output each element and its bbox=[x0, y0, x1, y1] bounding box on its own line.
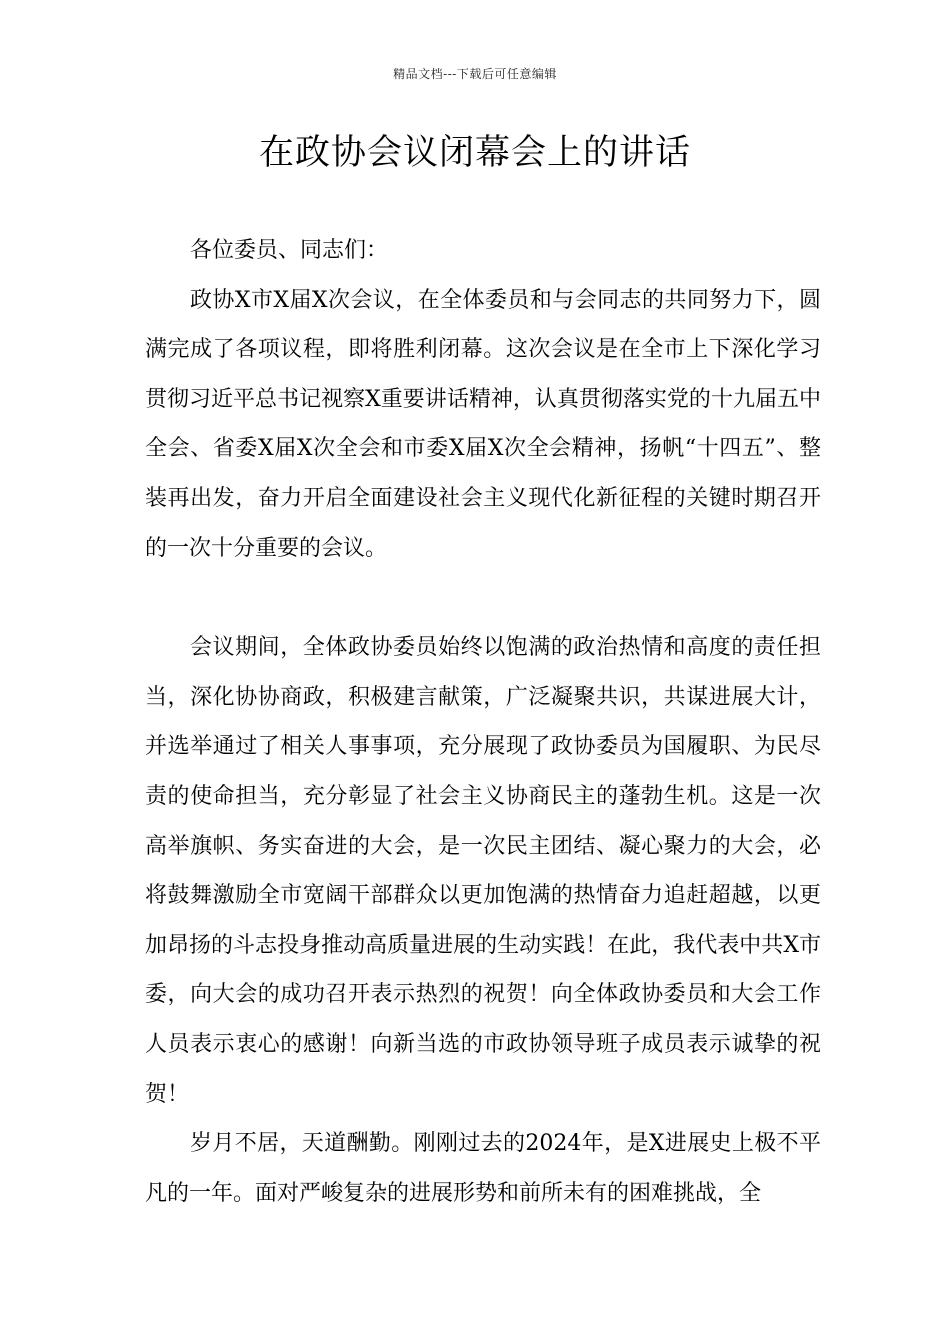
paragraph-1: 政协X市X届X次会议，在全体委员和与会同志的共同努力下，圆满完成了各项议程，即将胜利闭幕。这次会议是在全市上下深化学习贯彻习近平总书记视察X重要讲话精神，认真贯彻落实党的十九届五中全会、省委X届X次全会和市委X届X次全会精神，扬帆“十四五”、整装再出发，奋力开启全面建设社会主义现代化新征程的关键时期召开的一次十分重要的会议。 bbox=[145, 287, 821, 561]
document-body bbox=[145, 226, 821, 1218]
paragraph-2: 会议期间，全体政协委员始终以饱满的政治热情和高度的责任担当，深化协协商政，积极建言献策，广泛凝聚共识，共谋进展大计，并选举通过了相关人事事项，充分展现了政协委员为国履职、为民尽责的使命担当，充分彰显了社会主义协商民主的蓬勃生机。这是一次高举旗帜、务实奋进的大会，是一次民主团结、凝心聚力的大会，必将鼓舞激励全市宽阔干部群众以更加饱满的热情奋力追赶超越，以更加昂扬的斗志投身推动高质量进展的生动实践！在此，我代表中共X市委，向大会的成功召开表示热烈的祝贺！向全体政协委员和大会工作人员表示衷心的感谢！向新当选的市政协领导班子成员表示诚挚的祝贺！ bbox=[145, 635, 821, 1107]
paragraph-spacer bbox=[145, 573, 821, 623]
document-title: 在政协会议闭幕会上的讲话 bbox=[258, 133, 691, 173]
page-header-watermark: 精品文档---下载后可任意编辑 bbox=[393, 67, 557, 81]
paragraph-3: 岁月不居，天道酬勤。刚刚过去的2024年，是X进展史上极不平凡的一年。面对严峻复杂的进展形势和前所未有的困难挑战，全 bbox=[145, 1131, 821, 1206]
salutation: 各位委员、同志们： bbox=[190, 238, 389, 263]
